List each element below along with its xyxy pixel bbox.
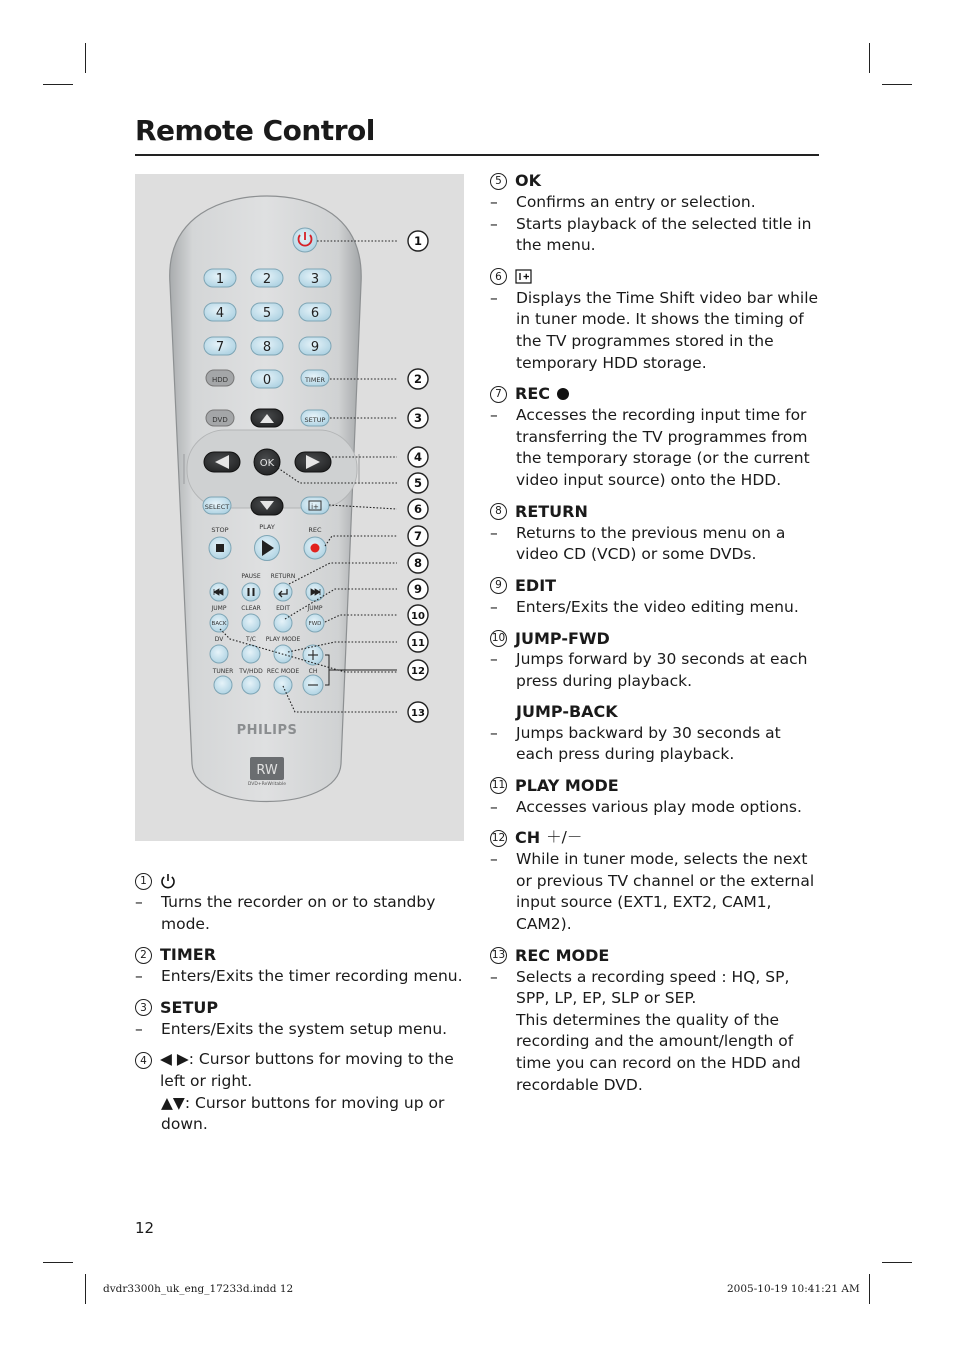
hdd-key-label: HDD xyxy=(211,376,229,384)
power-icon xyxy=(160,873,176,889)
rec-label: REC xyxy=(308,526,322,534)
digit-key-label: 6 xyxy=(310,306,320,321)
digit-key-label: 3 xyxy=(310,272,320,287)
digit-key-label: 1 xyxy=(215,272,225,287)
digit-key-label: 9 xyxy=(310,340,320,355)
item-desc: Enters/Exits the video editing menu. xyxy=(516,597,799,616)
record-dot-icon xyxy=(557,388,569,400)
item-number: 12 xyxy=(490,830,507,847)
item-label: REC MODE xyxy=(515,945,610,965)
select-key-label: SELECT xyxy=(204,503,230,511)
item-desc: Turns the recorder on or to standby mode. xyxy=(161,893,436,933)
cursor-ud-arrows: ▲▼ xyxy=(161,1093,185,1112)
item-note: This determines the quality of the recording and the amount/length of time you can record on the HDD and recordable DVD. xyxy=(516,1010,801,1094)
right-description-column xyxy=(490,170,820,1096)
power-key xyxy=(293,228,317,252)
crop-mark xyxy=(869,43,870,73)
rec-mode-label: REC MODE xyxy=(266,668,300,675)
item-number: 11 xyxy=(490,777,507,794)
footer-timestamp: 2005-10-19 10:41:21 AM xyxy=(727,1283,860,1295)
pause-label: PAUSE xyxy=(241,573,261,580)
item-desc: Returns to the previous menu on a video CD (VCD) or some DVDs. xyxy=(516,523,786,564)
crop-mark xyxy=(85,43,86,73)
item-desc: Accesses various play mode options. xyxy=(516,797,802,816)
item-desc: Enters/Exits the system setup menu. xyxy=(161,1019,448,1038)
crop-mark xyxy=(43,84,73,85)
digit-key-label: 5 xyxy=(262,306,272,321)
callout-number: 4 xyxy=(413,450,423,464)
item-number: 13 xyxy=(490,947,507,964)
page-title: Remote Control xyxy=(135,114,375,147)
cursor-lr-arrows: ◀ ▶ xyxy=(160,1050,189,1069)
item-desc: Confirms an entry or selection. xyxy=(516,193,756,211)
tvhdd-label: TV/HDD xyxy=(239,668,263,675)
play-mode-label: PLAY MODE xyxy=(265,636,301,643)
item-setup: 3 SETUP – Enters/Exits the system setup menu. xyxy=(135,997,465,1041)
item-label: JUMP-FWD xyxy=(515,628,610,648)
crop-mark xyxy=(869,1274,870,1304)
edit-label: EDIT xyxy=(276,605,290,612)
item-label: REC xyxy=(515,384,550,404)
digit-key-label: 7 xyxy=(215,340,225,355)
item-sub-label: JUMP-BACK xyxy=(516,701,618,721)
dv-label: DV xyxy=(214,636,224,643)
callout-number: 9 xyxy=(413,582,423,596)
item-desc: : Cursor buttons for moving to the left or right. xyxy=(160,1050,454,1090)
jump-fwd-label: JUMP xyxy=(307,605,323,612)
item-rec-mode: 13 REC MODE – Selects a recording speed : HQ, SP, SPP, LP, EP, SLP or SEP. This determines the quality of the recording and the amount/length of time you can record on the HDD and recordable DVD. xyxy=(490,945,820,1097)
time-shift-icon xyxy=(515,269,532,284)
item-number: 9 xyxy=(490,577,507,594)
timer-key-label: TIMER xyxy=(304,376,326,384)
crop-mark xyxy=(882,84,912,85)
item-cursor xyxy=(135,1049,465,1135)
brand-logo: PHILIPS xyxy=(236,723,298,738)
item-label: PLAY MODE xyxy=(515,775,619,795)
item-desc: Jumps backward by 30 seconds at each press during playback. xyxy=(516,723,781,764)
item-number: 6 xyxy=(490,268,507,285)
callout-number: 11 xyxy=(411,638,425,649)
item-timer: 2 TIMER – Enters/Exits the timer recording menu. xyxy=(135,944,465,988)
item-number: 2 xyxy=(135,947,152,964)
item-number: 5 xyxy=(490,173,507,190)
item-time-shift: 6 – Displays the Time Shift video bar while in tuner mode. It shows the timing of the TV programmes stored in the temporary HDD storage. xyxy=(490,266,820,374)
item-jump: 10 JUMP-FWD – Jumps forward by 30 seconds at each press during playback. JUMP-BACK – Jumps backward by 30 seconds at each press during playback. xyxy=(490,627,820,765)
callout-number: 8 xyxy=(413,556,423,570)
left-description-column xyxy=(135,870,465,1136)
item-desc: Jumps forward by 30 seconds at each press during playback. xyxy=(516,650,808,690)
item-ok: 5 OK – Confirms an entry or selection. – Starts playback of the selected title in the menu. xyxy=(490,170,820,257)
item-number: 3 xyxy=(135,999,152,1016)
rw-caption: DVD+ReWritable xyxy=(247,782,287,787)
ok-key-label: OK xyxy=(259,458,275,469)
item-play-mode: 11 PLAY MODE – Accesses various play mode options. xyxy=(490,775,820,819)
dvd-key-label: DVD xyxy=(212,416,228,424)
title-rule xyxy=(135,154,819,156)
item-number: 7 xyxy=(490,386,507,403)
fwd-key-label: FWD xyxy=(308,621,322,627)
item-desc: Selects a recording speed : HQ, SP, SPP, LP, EP, SLP or SEP. xyxy=(516,967,790,1008)
item-desc: Accesses the recording input time for transferring the TV programmes from the temporary storage (or the current video input source) onto the HDD. xyxy=(516,406,810,489)
tc-label: T/C xyxy=(246,636,256,643)
rw-logo: RW xyxy=(256,763,278,778)
item-label: TIMER xyxy=(160,945,217,965)
item-power: 1 – Turns the recorder on or to standby mode. xyxy=(135,870,465,935)
item-number: 1 xyxy=(135,873,152,890)
item-desc: : Cursor buttons for moving up or down. xyxy=(161,1093,445,1134)
digit-key-label: 2 xyxy=(262,272,272,287)
back-key-label: BACK xyxy=(211,621,227,627)
digit-key-label: 0 xyxy=(262,373,272,388)
item-desc: Enters/Exits the timer recording menu. xyxy=(161,967,463,986)
item-rec: 7 REC – Accesses the recording input time for transferring the TV programmes from the temporary storage (or the current video input source) onto the HDD. xyxy=(490,383,820,491)
svg-text:i+: i+ xyxy=(311,503,319,511)
setup-key-label: SETUP xyxy=(304,416,326,424)
clear-label: CLEAR xyxy=(241,605,261,612)
page-number: 12 xyxy=(135,1219,155,1237)
callout-number: 2 xyxy=(413,372,423,386)
item-return: 8 RETURN – Returns to the previous menu on a video CD (VCD) or some DVDs. xyxy=(490,501,820,566)
play-label: PLAY xyxy=(259,523,275,531)
callout-number: 6 xyxy=(413,502,423,516)
footer-file-info: dvdr3300h_uk_eng_17233d.indd 12 xyxy=(103,1283,294,1295)
crop-mark xyxy=(85,1274,86,1304)
jump-back-label: JUMP xyxy=(211,605,227,612)
item-label-suffix: ＋/－ xyxy=(546,828,583,847)
item-desc: Displays the Time Shift video bar while in tuner mode. It shows the timing of the TV programmes stored in the temporary HDD storage. xyxy=(516,288,819,372)
item-label: RETURN xyxy=(515,501,588,521)
item-label: SETUP xyxy=(160,997,219,1017)
digit-key-label: 8 xyxy=(262,340,272,355)
item-desc: While in tuner mode, selects the next or previous TV channel or the external input source (EXT1, EXT2, CAM1, CAM2). xyxy=(516,850,815,934)
crop-mark xyxy=(43,1262,73,1263)
item-label: OK xyxy=(515,171,541,191)
callout-number: 10 xyxy=(411,611,425,622)
digit-key-label: 4 xyxy=(215,306,225,321)
item-desc: Starts playback of the selected title in the menu. xyxy=(516,214,812,255)
item-channel: 12 CH ＋/－ – While in tuner mode, selects the next or previous TV channel or the external input source (EXT1, EXT2, CAM1, CAM2). xyxy=(490,827,820,935)
item-number: 10 xyxy=(490,630,507,647)
tuner-label: TUNER xyxy=(212,668,234,675)
remote-illustration xyxy=(135,174,464,841)
item-number: 8 xyxy=(490,503,507,520)
callout-number: 1 xyxy=(413,234,423,248)
item-label: CH xyxy=(515,828,541,848)
item-label: EDIT xyxy=(515,575,557,595)
callout-number: 3 xyxy=(413,411,423,425)
callout-number: 12 xyxy=(411,666,425,677)
item-edit: 9 EDIT – Enters/Exits the video editing menu. xyxy=(490,575,820,619)
ch-label: CH xyxy=(308,668,318,675)
callout-number: 7 xyxy=(413,529,423,543)
crop-mark xyxy=(882,1262,912,1263)
stop-label: STOP xyxy=(211,526,229,534)
callout-number: 13 xyxy=(411,708,425,719)
callout-number: 5 xyxy=(413,476,423,490)
item-number: 4 xyxy=(135,1052,152,1069)
return-label: RETURN xyxy=(270,573,296,580)
